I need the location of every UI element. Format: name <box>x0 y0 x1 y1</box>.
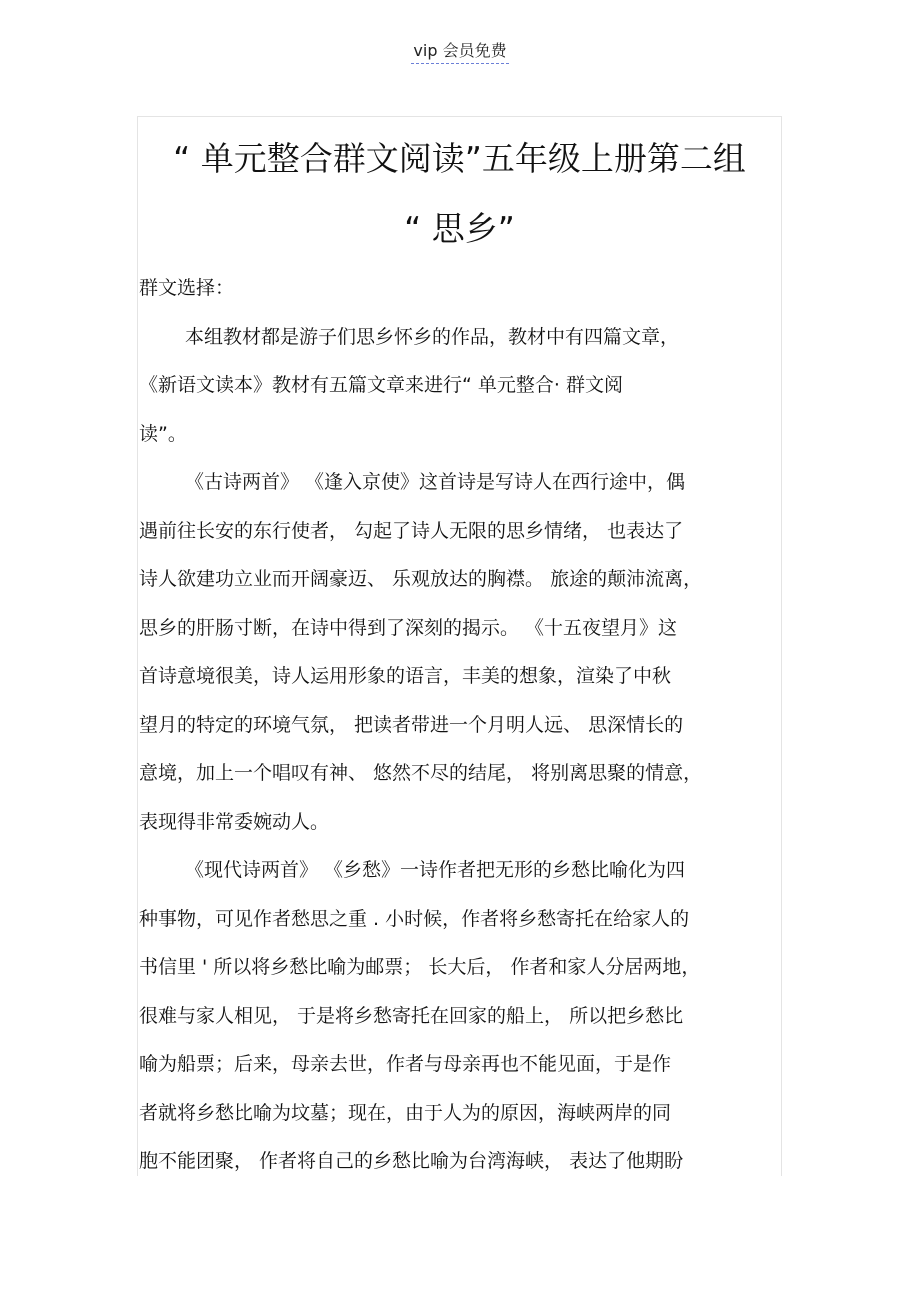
document-page <box>137 116 782 1176</box>
text-line: 书信里 ' 所以将乡愁比喻为邮票； 长大后， 作者和家人分居两地， <box>139 956 701 978</box>
vip-member-free-link[interactable]: vip 会员免费 <box>411 40 508 64</box>
text-line: 喻为船票；后来，母亲去世，作者与母亲再也不能见面，于是作 <box>139 1053 672 1075</box>
text-line: 本组教材都是游子们思乡怀乡的作品，教材中有四篇文章， <box>185 325 680 348</box>
text-line: 胞不能团聚， 作者将自己的乡愁比喻为台湾海峡， 表达了他期盼 <box>139 1150 684 1172</box>
paragraph-modern-poems <box>138 846 781 1176</box>
text-line: 《新语文读本》教材有五篇文章来进行“ 单元整合· 群文阅 <box>139 374 623 396</box>
text-line: 首诗意境很美，诗人运用形象的语言，丰美的想象，渲染了中秋 <box>139 665 672 687</box>
vip-free-banner <box>0 40 920 64</box>
text-line: 意境，加上一个唱叹有神、 悠然不尽的结尾， 将别离思聚的情意， <box>139 762 703 784</box>
text-line: 望月的特定的环境气氛， 把读者带进一个月明人远、 思深情长的 <box>139 713 684 736</box>
paragraph-intro <box>138 313 781 459</box>
document-title: “ 单元整合群文阅读”五年级上册第二组 <box>173 139 746 178</box>
text-line: 很难与家人相见， 于是将乡愁寄托在回家的船上， 所以把乡愁比 <box>139 1004 684 1027</box>
text-line: 读”。 <box>139 422 187 445</box>
text-line: 种事物，可见作者愁思之重 . 小时候，作者将乡愁寄托在给家人的 <box>139 907 690 930</box>
document-subtitle: “ 思乡” <box>404 209 515 248</box>
text-line: 者就将乡愁比喻为坟墓；现在，由于人为的原因，海峡两岸的同 <box>139 1101 672 1124</box>
text-line: 遇前往长安的东行使者， 勾起了诗人无限的思乡情绪， 也表达了 <box>139 519 684 542</box>
section-label: 群文选择： <box>139 277 235 299</box>
paragraph-ancient-poems <box>138 458 781 846</box>
text-line: 诗人欲建功立业而开阔豪迈、 乐观放达的胸襟。 旅途的颠沛流离， <box>139 568 703 590</box>
text-line: 思乡的肝肠寸断，在诗中得到了深刻的揭示。 《十五夜望月》这 <box>139 616 678 639</box>
text-line: 《古诗两首》 《逢入京使》这首诗是写诗人在西行途中，偶 <box>185 471 686 493</box>
text-line: 表现得非常委婉动人。 <box>139 810 330 833</box>
text-line: 《现代诗两首》 《乡愁》一诗作者把无形的乡愁比喻化为四 <box>185 859 686 881</box>
